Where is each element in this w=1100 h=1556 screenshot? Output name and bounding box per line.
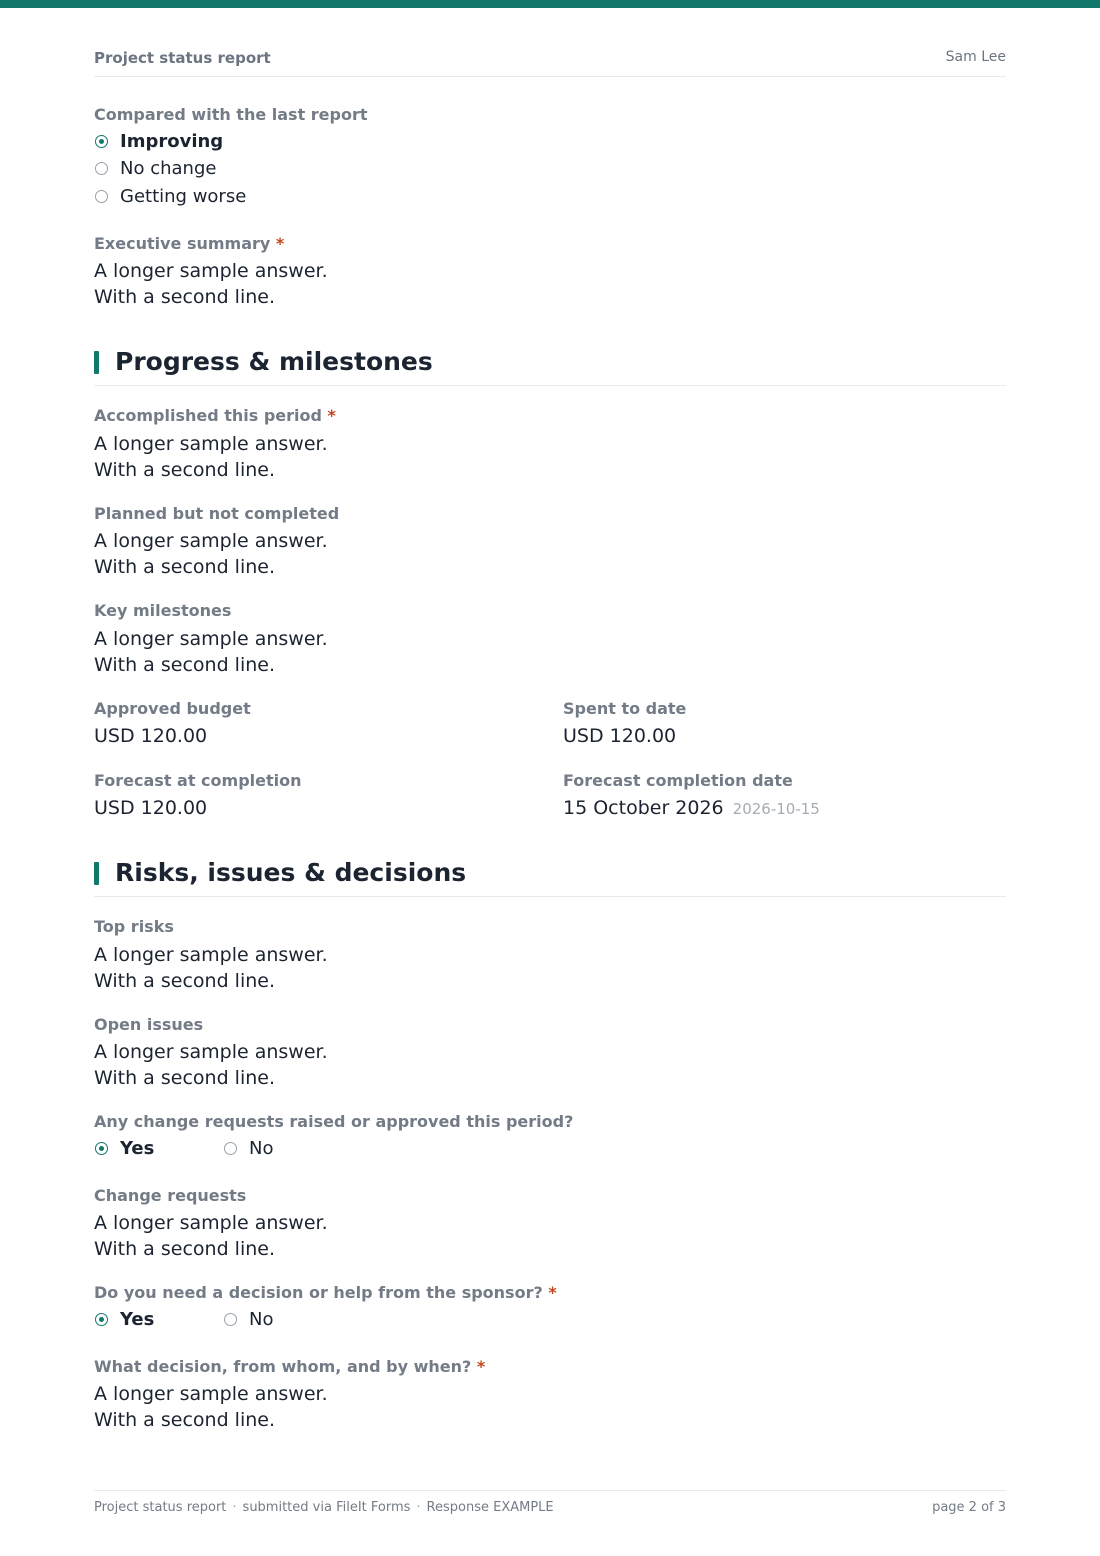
- change-requests-label: Change requests: [94, 1186, 247, 1205]
- field-label-text: Executive summary: [94, 234, 271, 253]
- radio-selected-icon: [95, 1313, 108, 1326]
- radio-unselected-icon: [224, 1313, 237, 1326]
- accomplished-label: [94, 406, 336, 425]
- answer-line: With a second line.: [94, 1409, 275, 1431]
- date-display: 15 October 2026: [563, 797, 724, 819]
- radio-unselected-icon: [95, 162, 108, 175]
- decision-details-label: [94, 1357, 485, 1376]
- radio-option-label: No: [249, 1309, 274, 1330]
- answer-line: With a second line.: [94, 286, 275, 308]
- spent-to-date-label: Spent to date: [563, 699, 687, 718]
- radio-option-label: No: [249, 1138, 274, 1159]
- approved-budget-value: USD 120.00: [94, 725, 208, 747]
- section-title: Risks, issues & decisions: [115, 858, 467, 887]
- footer-meta: [94, 1500, 554, 1515]
- accomplished-answer: [94, 431, 328, 483]
- radio-option-label: No change: [120, 158, 217, 179]
- section-progress-milestones: [94, 345, 1006, 386]
- answer-line: With a second line.: [94, 1238, 275, 1260]
- top-risks-answer: [94, 942, 328, 994]
- top-accent-bar: [0, 0, 1100, 8]
- footer-separator: ·: [232, 1500, 237, 1515]
- footer-separator: ·: [416, 1500, 421, 1515]
- page-number: page 2 of 3: [932, 1500, 1006, 1515]
- answer-line: With a second line.: [94, 556, 275, 578]
- date-iso: 2026-10-15: [732, 800, 820, 818]
- planned-not-completed-answer: [94, 528, 328, 580]
- radio-unselected-icon: [224, 1142, 237, 1155]
- decision-details-answer: [94, 1381, 328, 1433]
- key-milestones-answer: [94, 626, 328, 678]
- answer-line: A longer sample answer.: [94, 530, 328, 552]
- radio-option-label: Yes: [120, 1138, 155, 1159]
- open-issues-answer: [94, 1039, 328, 1091]
- field-label-text: Accomplished this period: [94, 406, 322, 425]
- footer-form-name: Project status report: [94, 1500, 227, 1515]
- field-label-text: What decision, from whom, and by when?: [94, 1357, 472, 1376]
- answer-line: With a second line.: [94, 1067, 275, 1089]
- page-header: [94, 48, 1006, 77]
- required-marker: *: [476, 1357, 486, 1376]
- radio-unselected-icon: [95, 190, 108, 203]
- executive-summary-answer: [94, 258, 328, 310]
- forecast-completion-date-label: Forecast completion date: [563, 771, 793, 790]
- required-marker: *: [275, 234, 285, 253]
- forecast-at-completion-value: USD 120.00: [94, 797, 208, 819]
- answer-line: A longer sample answer.: [94, 628, 328, 650]
- change-requests-question-label: Any change requests raised or approved this period?: [94, 1112, 574, 1131]
- section-risks-issues-decisions: [94, 856, 1006, 897]
- radio-option-label: Getting worse: [120, 186, 247, 207]
- planned-not-completed-label: Planned but not completed: [94, 504, 340, 523]
- executive-summary-label: [94, 234, 284, 253]
- answer-line: A longer sample answer.: [94, 433, 328, 455]
- answer-line: With a second line.: [94, 459, 275, 481]
- forecast-at-completion-label: Forecast at completion: [94, 771, 302, 790]
- footer-submitted-via: submitted via FileIt Forms: [242, 1500, 411, 1515]
- section-accent-bar: [94, 351, 99, 374]
- field-label-text: Do you need a decision or help from the sponsor?: [94, 1283, 543, 1302]
- top-risks-label: Top risks: [94, 917, 174, 936]
- answer-line: A longer sample answer.: [94, 944, 328, 966]
- forecast-completion-date-value: [563, 795, 820, 822]
- approved-budget-label: Approved budget: [94, 699, 251, 718]
- answer-line: With a second line.: [94, 970, 275, 992]
- key-milestones-label: Key milestones: [94, 601, 232, 620]
- change-requests-answer: [94, 1210, 328, 1262]
- respondent-name: Sam Lee: [945, 49, 1006, 65]
- page-footer: [94, 1490, 1006, 1521]
- section-accent-bar: [94, 862, 99, 885]
- comparison-label: Compared with the last report: [94, 105, 368, 124]
- spent-to-date-value: USD 120.00: [563, 725, 677, 747]
- answer-line: A longer sample answer.: [94, 1212, 328, 1234]
- answer-line: With a second line.: [94, 654, 275, 676]
- section-title: Progress & milestones: [115, 347, 433, 376]
- required-marker: *: [327, 406, 336, 425]
- answer-line: A longer sample answer.: [94, 1383, 328, 1405]
- radio-selected-icon: [95, 1142, 108, 1155]
- radio-option-label: Improving: [120, 131, 224, 152]
- radio-selected-icon: [95, 135, 108, 148]
- sponsor-help-label: [94, 1283, 557, 1302]
- answer-line: A longer sample answer.: [94, 260, 328, 282]
- report-title: Project status report: [94, 49, 271, 67]
- answer-line: A longer sample answer.: [94, 1041, 328, 1063]
- required-marker: *: [548, 1283, 557, 1302]
- radio-option-label: Yes: [120, 1309, 155, 1330]
- open-issues-label: Open issues: [94, 1015, 204, 1034]
- footer-response-id: Response EXAMPLE: [426, 1500, 554, 1515]
